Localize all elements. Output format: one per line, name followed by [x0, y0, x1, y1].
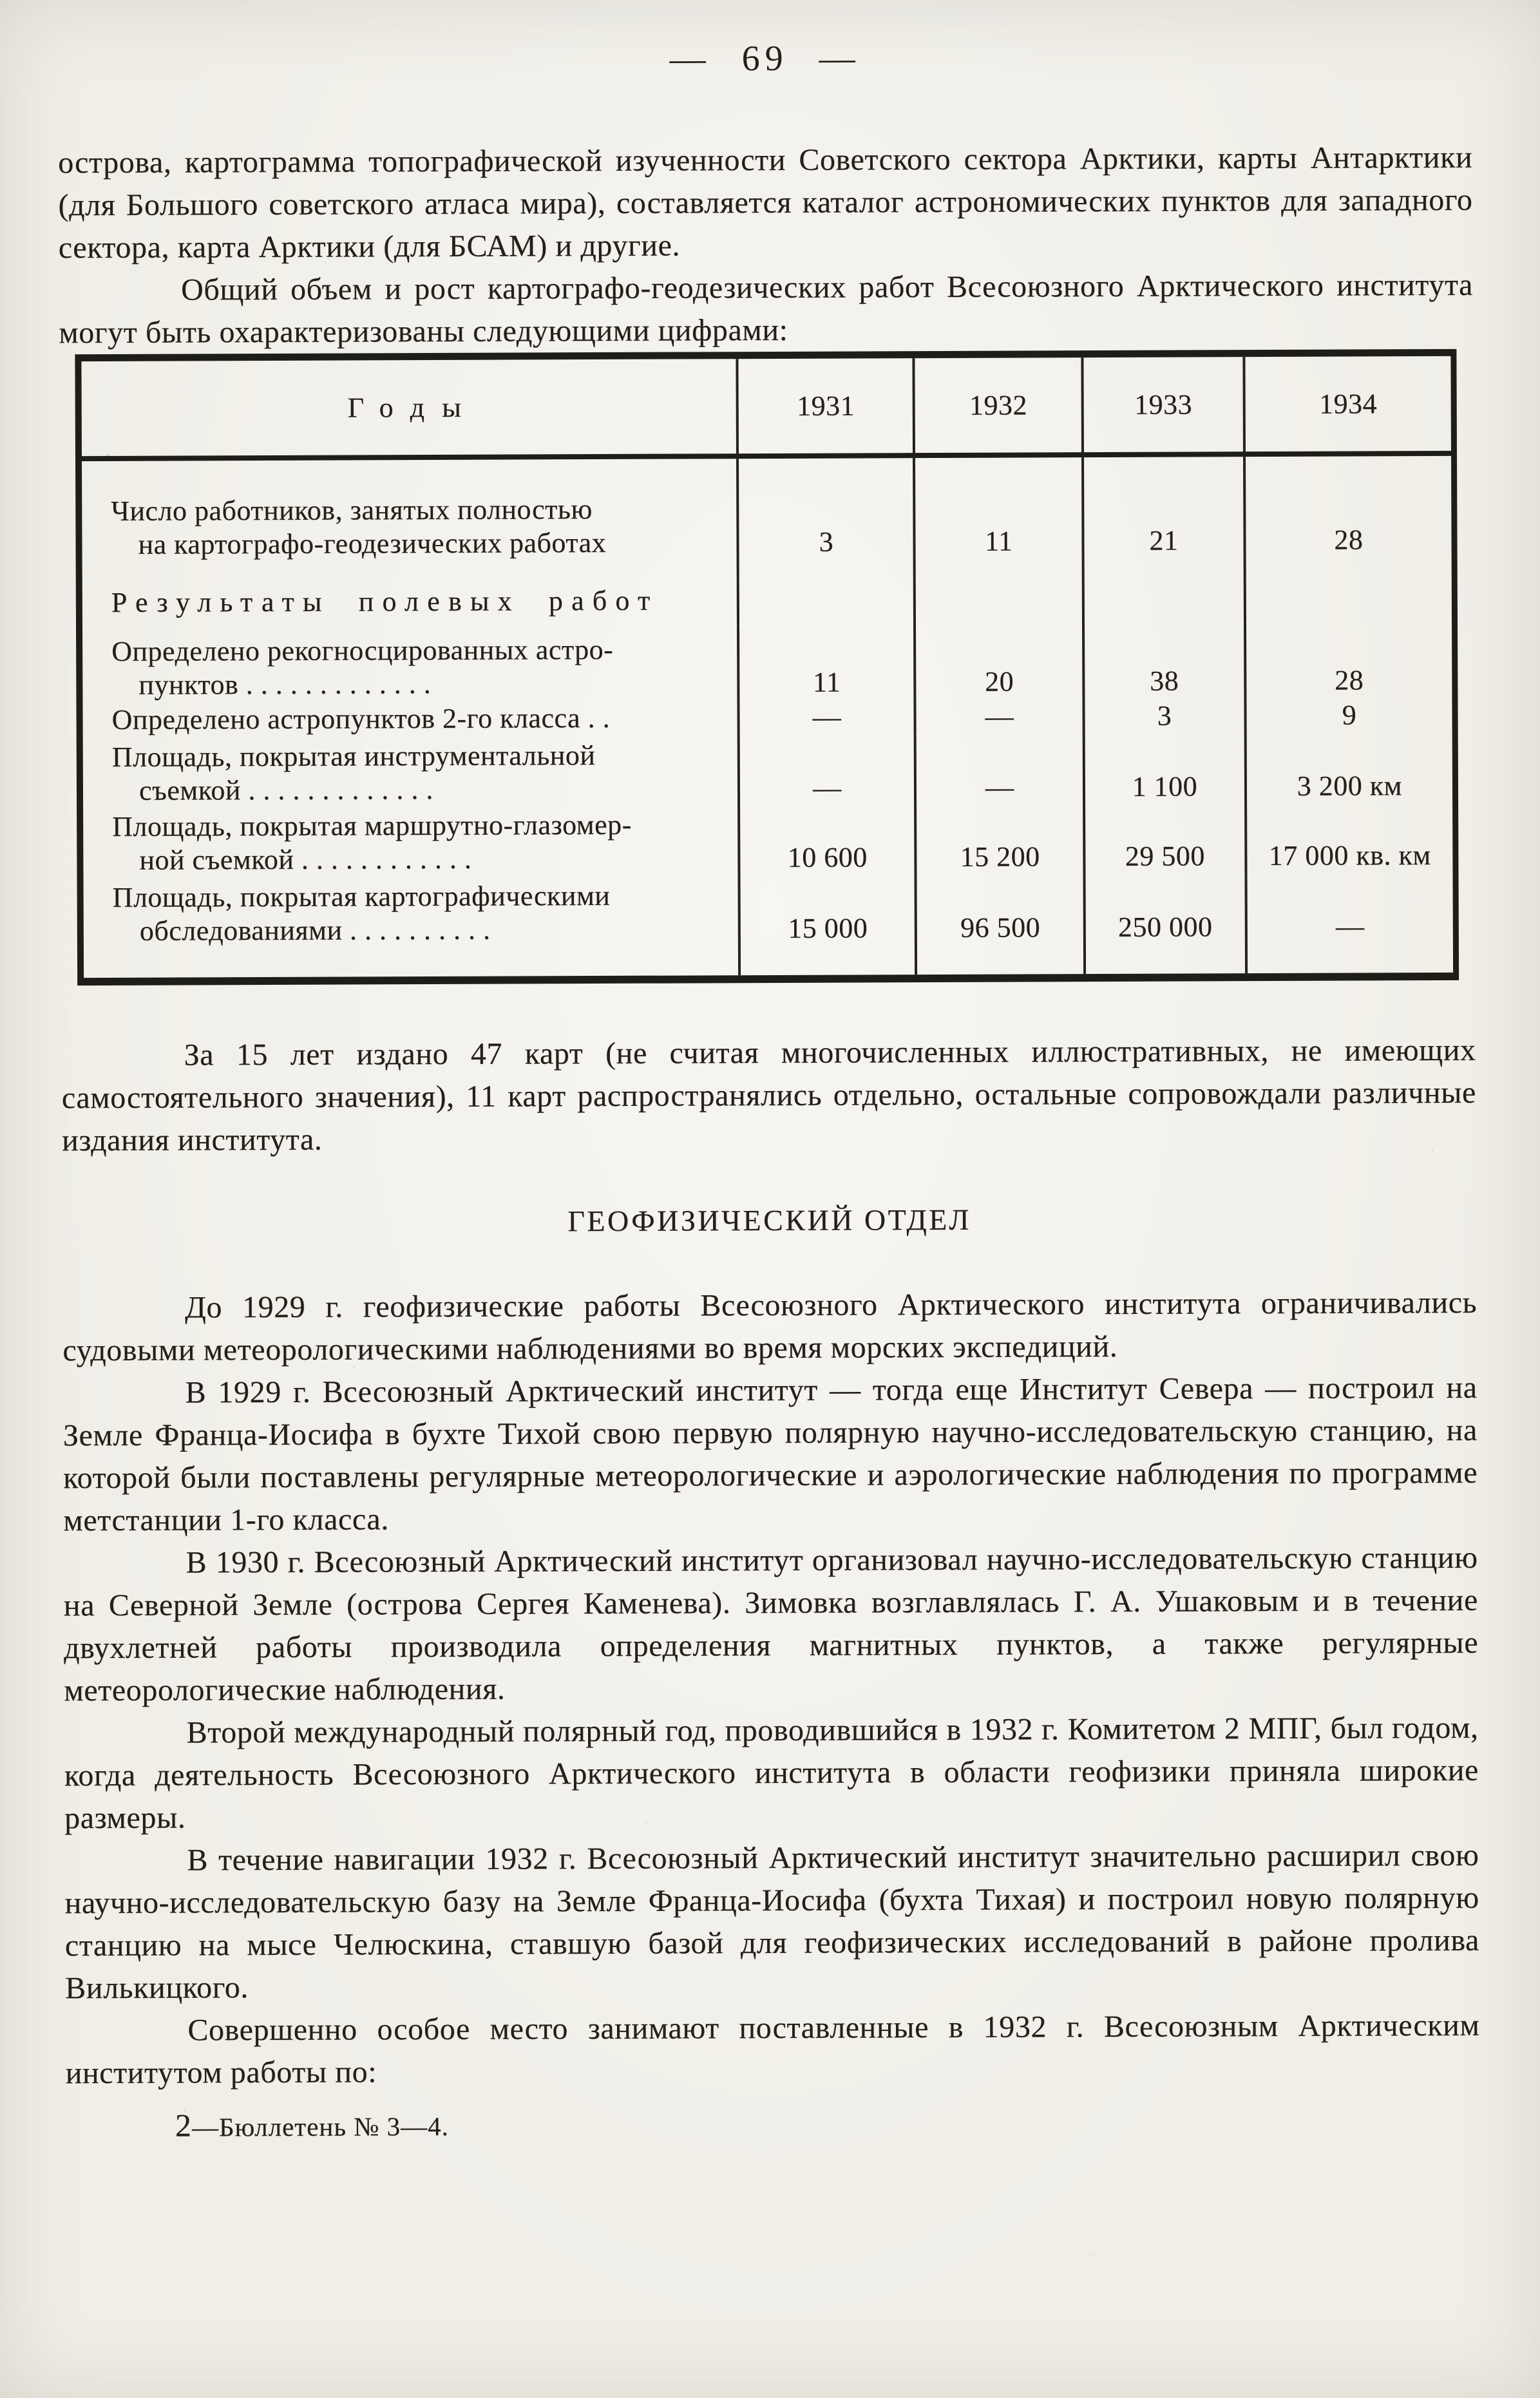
table-value-1931: —	[737, 735, 915, 806]
paragraph-before-1929: До 1929 г. геофизические работы Всесоюзного Арктического института ограничивались судовыми метеорологическими наблюдениями во время морских экспедиций.	[62, 1285, 1478, 1368]
table-value-1932: 20	[913, 623, 1082, 700]
row-label-line2: съемкой . . . . . . . . . . . . .	[138, 774, 433, 806]
paragraph-1930-severnaya-zemlya: В 1930 г. Всесоюзный Арктический институт организовал научно-исследовательскую станцию на Северной Земле (острова Сергея Каменева). Зимовка возглавлялась Г. А. Ушаковым и в течение двухлетней работы производила определения магнитных пунктов, а также регулярные метеорологические наблюдения.	[63, 1540, 1479, 1708]
table-row-label	[82, 625, 737, 703]
table-value-1934: 28	[1244, 622, 1452, 699]
signature-line: 2—Бюллетень № 3—4.	[175, 2107, 449, 2144]
table-header-1933: 1933	[1081, 357, 1242, 457]
section-heading-geophysical: ГЕОФИЗИЧЕСКИЙ ОТДЕЛ	[567, 1203, 971, 1238]
row-label-line1: Площадь, покрытая картографическими	[112, 879, 611, 913]
table-value-1933: 250 000	[1083, 874, 1244, 974]
table-section-header: Результаты полевых работ	[111, 584, 659, 618]
table-row-label	[83, 736, 738, 809]
table-header-years-label	[81, 359, 736, 461]
paragraph-1929-station: В 1929 г. Всесоюзный Арктический институт — тогда еще Институт Севера — построил на Земле Франца-Иосифа в бухте Тихой свою первую полярную научно-исследовательскую станцию, на которой были поставлены регулярные метеорологические и аэрологические наблюдения по программе метстанции 1-го класса.	[62, 1370, 1478, 1538]
table-value-1932: —	[914, 699, 1083, 735]
table-header-1932: 1932	[913, 357, 1081, 458]
row-label-line2: на картографо-геодезических работах	[138, 526, 607, 560]
table-header-1931: 1931	[736, 358, 913, 459]
row-label-line1: Определено астропунктов 2-го класса . .	[111, 701, 611, 736]
table-value-1932: 96 500	[915, 875, 1083, 975]
paragraph-special-place-1932: Совершенно особое место занимают поставленные в 1932 г. Всесоюзным Арктическим институтом работы по:	[65, 2008, 1480, 2091]
table-value-1933: 21	[1081, 457, 1244, 578]
paragraph-volume-growth-intro: Общий объем и рост картографо-геодезических работ Всесоюзного Арктического института могут быть охарактеризованы следующими цифрами:	[59, 267, 1474, 350]
table-value-1934: 3 200 км	[1244, 733, 1452, 804]
table-value-1932: —	[914, 734, 1083, 806]
table-value-1933: 38	[1082, 623, 1244, 699]
row-label-line1: Площадь, покрытая инструментальной	[111, 739, 596, 773]
table-row-label	[82, 459, 737, 582]
table-value-1934: 17 000 кв. км	[1244, 804, 1453, 874]
table-value-1933: 1 100	[1083, 734, 1244, 805]
table-value-1934: 9	[1244, 698, 1452, 734]
table-value-1932: 11	[913, 457, 1081, 579]
table-value-1932: 15 200	[915, 805, 1083, 875]
statistics-table	[75, 349, 1459, 985]
table-value-1931: —	[737, 700, 914, 736]
table-header-1934: 1934	[1242, 356, 1451, 457]
table-row-label	[82, 701, 737, 738]
row-label-line1: Число работников, занятых полностью	[111, 493, 593, 527]
table-value-1934: 28	[1243, 456, 1452, 578]
paragraph-1932-navigation: В течение навигации 1932 г. Всесоюзный Арктический институт значительно расширил свою научно-исследовательскую базу на Земле Франца-Иосифа (бухта Тихая) и построил новую полярную станцию на мысе Челюскина, ставшую базой для геофизических исследований в районе пролива Вилькицкого.	[64, 1838, 1479, 2006]
row-label-line1: Определено рекогносцированных астро-	[111, 633, 614, 667]
table-value-1931: 3	[736, 458, 913, 580]
table-row-label	[84, 876, 739, 978]
table-value-1933: 29 500	[1083, 804, 1244, 875]
table-value-1931: 15 000	[738, 875, 915, 975]
paragraph-maps-published: За 15 лет издано 47 карт (не считая многочисленных иллюстративных, не имеющих самостоятельного значения), 11 карт распространялись отдельно, остальные сопровождали различные издания института.	[61, 1032, 1476, 1158]
table-value-1934: —	[1244, 873, 1453, 973]
table-value-1931: 11	[737, 624, 914, 701]
table-empty-cell	[737, 579, 914, 625]
table-empty-cell	[1082, 578, 1244, 623]
paragraph-islands-maps: острова, картограмма топографической изученности Советского сектора Арктики, карты Антарктики (для Большого советского атласа мира), составляется каталог астрономических пунктов для западного сектора, карта Арктики (для БСАМ) и другие.	[58, 140, 1473, 265]
row-label-line2: пунктов . . . . . . . . . . . . .	[138, 668, 432, 701]
table-row-label	[83, 806, 738, 879]
row-label-line1: Площадь, покрытая маршрутно-глазомер-	[112, 808, 632, 842]
paragraph-polar-year-1932: Второй международный полярный год, проводившийся в 1932 г. Комитетом 2 МПГ, был годом, когда деятельность Всесоюзного Арктического института в области геофизики приняла широкие размеры.	[64, 1710, 1479, 1836]
row-label-line2: ной съемкой . . . . . . . . . . . .	[139, 842, 472, 876]
table-empty-cell	[913, 578, 1082, 624]
table-empty-cell	[1244, 577, 1452, 623]
years-label-text: Годы	[347, 391, 479, 424]
table-value-1931: 10 600	[737, 806, 915, 876]
table-value-1933: 3	[1082, 699, 1244, 734]
page-number: — 69 —	[669, 38, 860, 79]
row-label-line2: обследованиями . . . . . . . . . .	[139, 913, 491, 947]
